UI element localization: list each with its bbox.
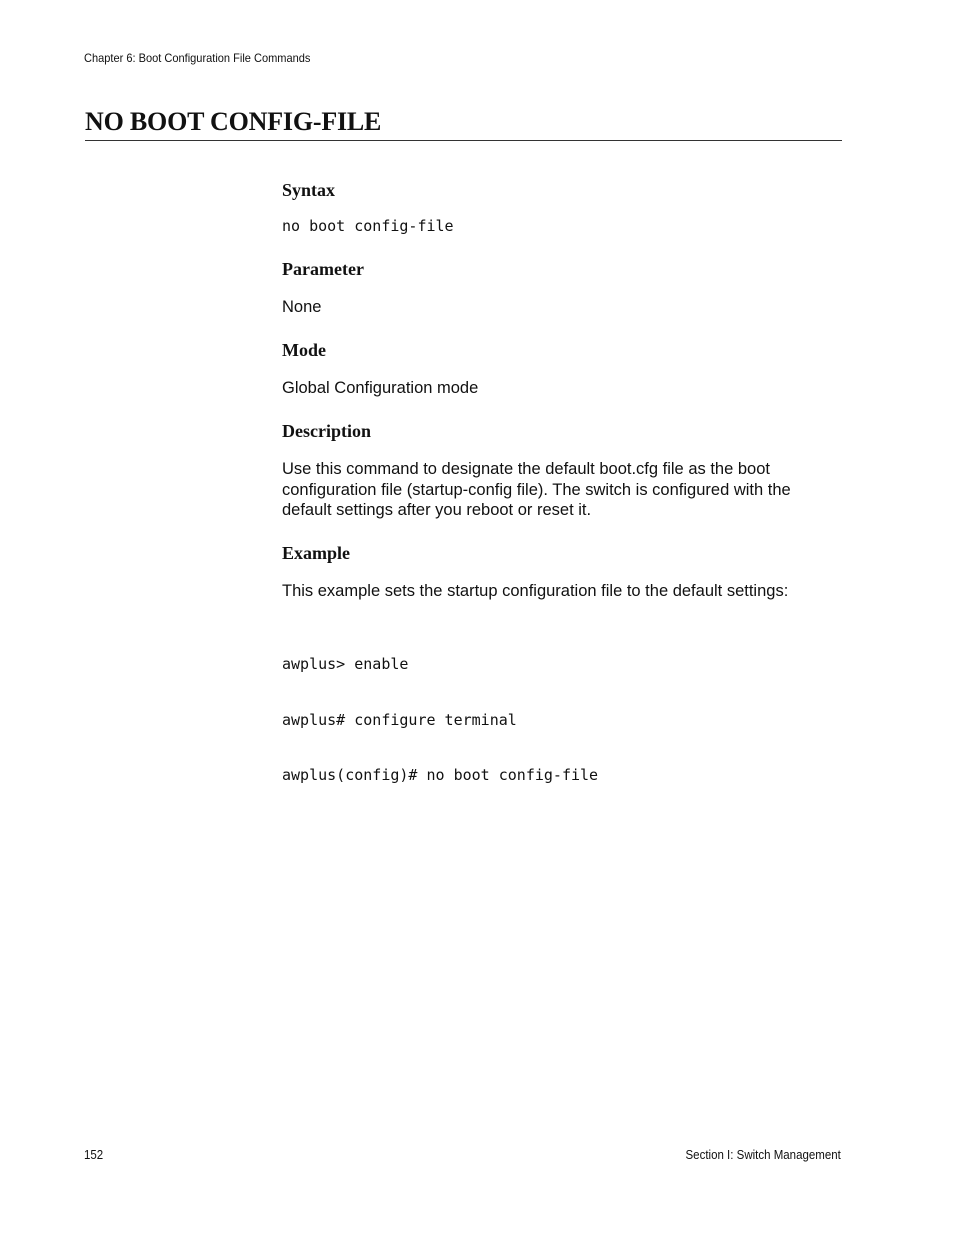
parameter-text: None [282,298,322,316]
mode-heading: Mode [282,340,326,360]
footer-section-title: Section I: Switch Management [685,1148,841,1162]
description-line: default settings after you reboot or reset it. [282,501,592,519]
example-code-line: awplus# configure terminal [282,710,517,729]
description-line: configuration file (startup-config file). The switch is configured with the [282,480,791,499]
example-text: This example sets the startup configuration file to the default settings: [282,582,789,600]
syntax-code: no boot config-file [282,217,454,235]
example-heading: Example [282,543,351,563]
example-code-line: awplus(config)# no boot config-file [282,766,599,784]
page-number: 152 [84,1148,104,1162]
mode-text: Global Configuration mode [282,379,479,397]
example-code-line: awplus> enable [282,655,409,673]
running-header: Chapter 6: Boot Configuration File Commands [84,51,311,65]
syntax-heading: Syntax [282,180,336,200]
description-line: Use this command to designate the default boot.cfg file as the boot [282,460,770,478]
description-heading: Description [282,421,371,441]
title-divider [85,140,842,141]
page-title: NO BOOT CONFIG-FILE [85,107,382,136]
example-code-block [282,618,598,803]
parameter-heading: Parameter [282,259,364,279]
